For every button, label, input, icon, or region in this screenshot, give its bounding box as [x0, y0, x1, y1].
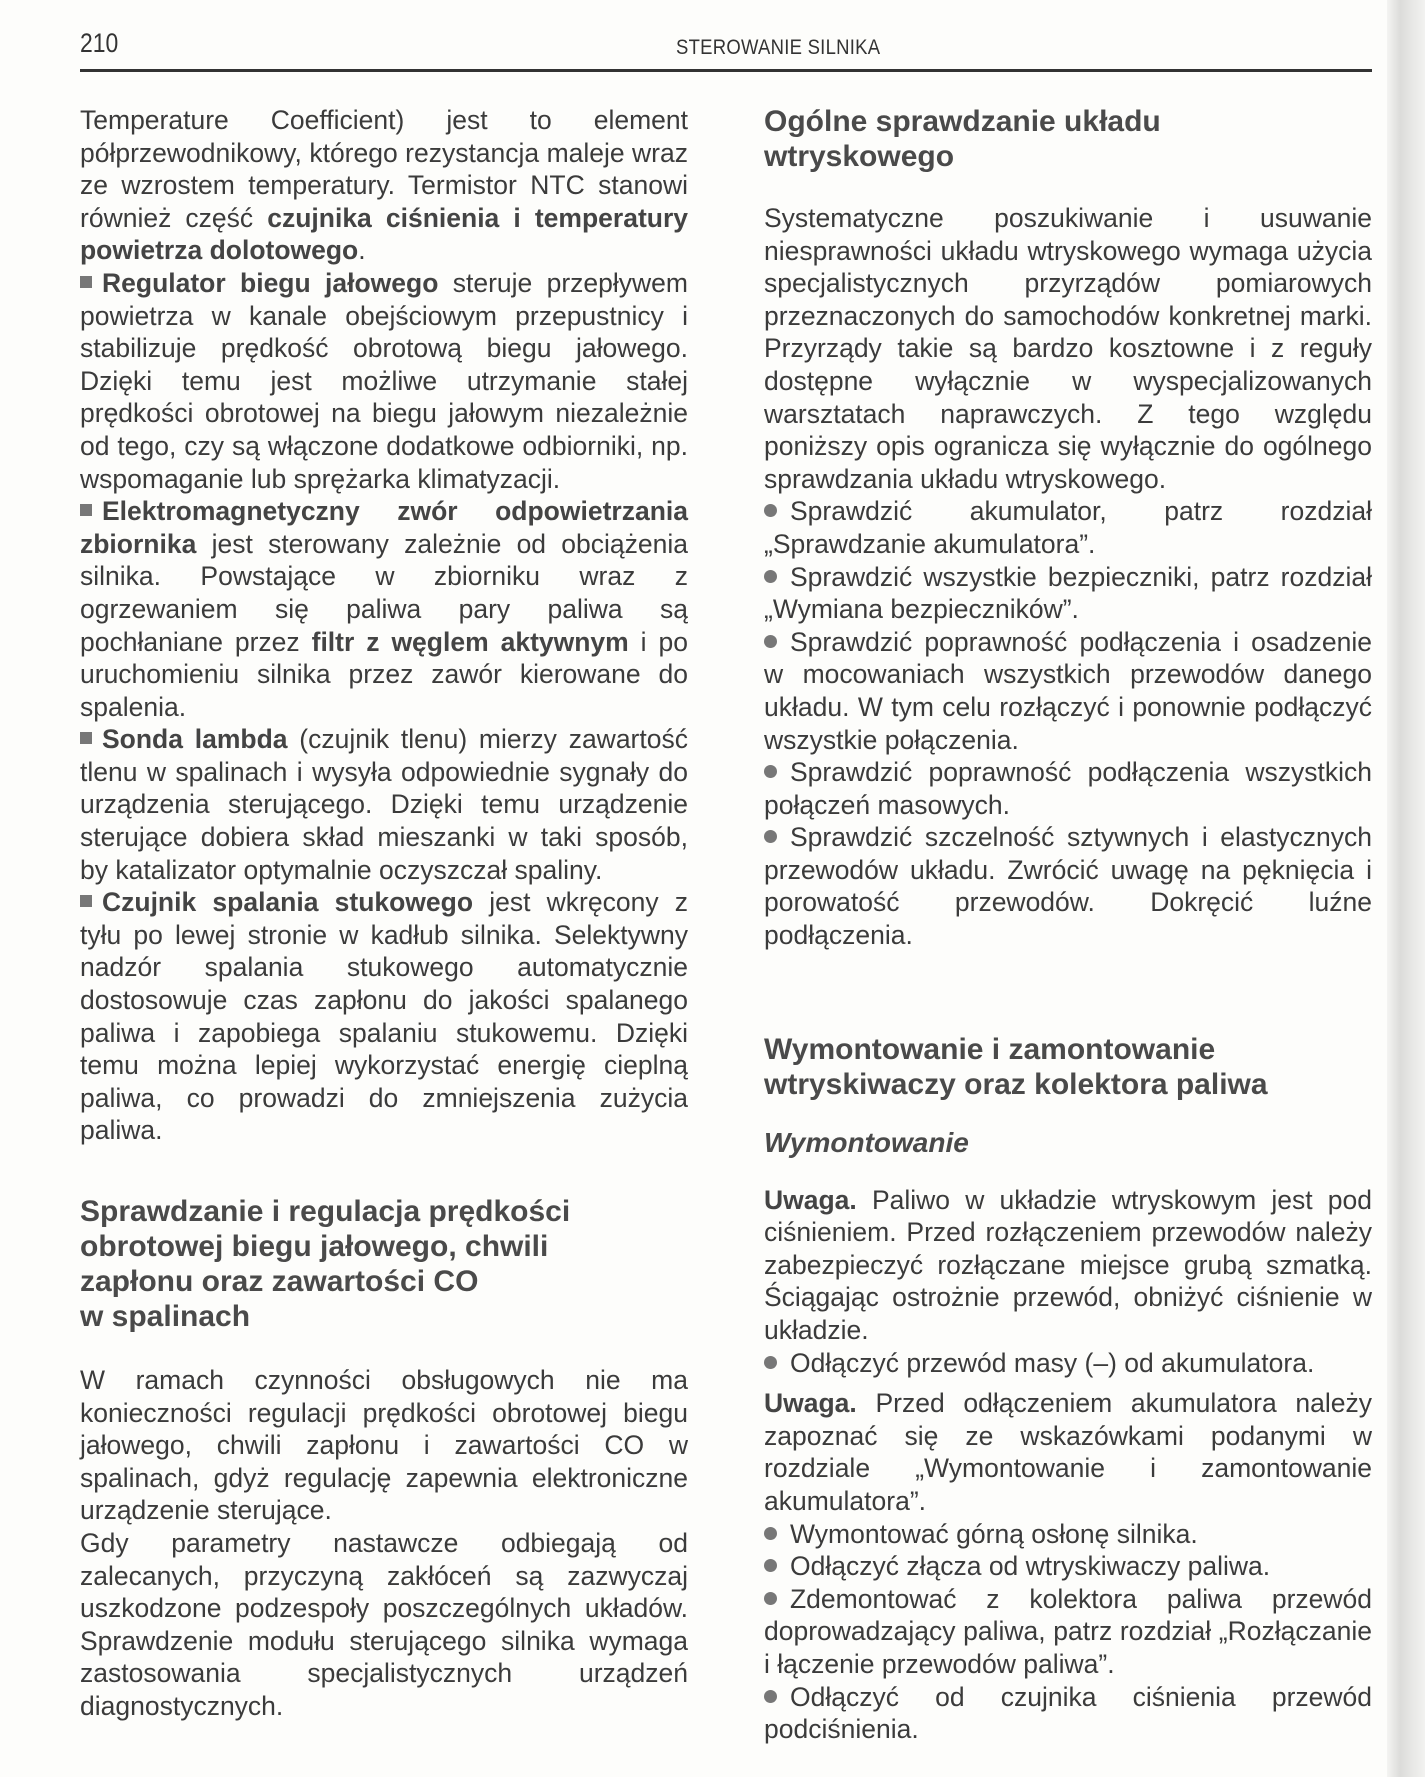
note-label: Uwaga. [764, 1184, 857, 1215]
component-item [80, 886, 688, 1147]
round-bullet-icon [764, 635, 777, 648]
component-term-secondary: filtr z węglem aktywnym [311, 626, 629, 657]
round-bullet-icon [764, 1592, 777, 1605]
heading-line: zapłonu oraz zawartości CO [80, 1265, 479, 1298]
component-description: (czujnik tlenu) mierzy zawartość tlenu w spalinach i wysyła odpowiednie sygnały do urządzenia sterującego. Dzięki temu urządzenie sterujące dobiera skład mieszanki w taki sposób, by katalizator optymalnie oczyszczał spaliny. [80, 724, 688, 885]
round-bullet-icon [764, 1559, 777, 1572]
right-column [764, 104, 1372, 1746]
page-number: 210 [80, 28, 119, 58]
page-header [80, 28, 1372, 72]
check-step-text: Sprawdzić poprawność podłączenia i osadzenie w mocowaniach wszystkich przewodów danego układu. W tym celu rozłączyć i ponownie podłączyć wszystkie połączenia. [764, 626, 1372, 755]
check-step [764, 756, 1372, 821]
component-description: jest sterowany zależnie od obciążenia silnika. Powstające w zbiorniku wraz z ogrzewaniem się paliwa pary paliwa są pochłaniane przez [80, 528, 688, 657]
intro-bold-term: czujnika ciśnienia i temperatury powietrza dolotowego [80, 202, 689, 266]
check-step-text: Sprawdzić akumulator, patrz rozdział „Sprawdzanie akumulatora”. [764, 496, 1372, 559]
check-step [764, 821, 1372, 951]
component-item [80, 723, 688, 886]
running-title: STEROWANIE SILNIKA [676, 36, 881, 59]
intro-text-end: . [358, 235, 366, 266]
intro-paragraph [80, 104, 688, 267]
intro-text: Temperature Coefficient) jest to element półprzewodnikowy, którego rezystancja maleje wraz ze wzrostem temperatury. Termistor NTC stanowi również część [80, 105, 688, 233]
section-paragraph: Systematyczne poszukiwanie i usuwanie niesprawności układu wtryskowego wymaga użycia specjalistycznych przyrządów pomiarowych przeznaczonych do samochodów konkretnej marki. Przyrządy takie są bardzo kosztowne i z reguły dostępne wyłącznie w wyspecjalizowanych warsztatach naprawczych. Z tego względu poniższy opis ogranicza się wyłącznie do ogólnego sprawdzania układu wtryskowego. [764, 203, 1372, 494]
round-bullet-icon [764, 570, 777, 583]
heading-line: wtryskowego [764, 140, 955, 173]
removal-step-text: Wymontować górną osłonę silnika. [790, 1518, 1198, 1549]
removal-step-text: Odłączyć złącza od wtryskiwaczy paliwa. [790, 1551, 1271, 1582]
section-heading-idle-check [80, 1194, 688, 1334]
component-term: Elektromagnetyczny zwór odpowietrzania zbiornika [80, 496, 688, 559]
removal-step [764, 1518, 1372, 1551]
heading-line: w spalinach [80, 1300, 251, 1333]
removal-step-text: Odłączyć od czujnika ciśnienia przewód podciśnienia. [764, 1681, 1372, 1745]
component-description-cont: i po uruchomieniu silnika przez zawór kierowane do spalenia. [80, 626, 688, 722]
section-paragraph: W ramach czynności obsługowych nie ma konieczności regulacji prędkości obrotowej biegu jałowego, chwili zapłonu i zawartości CO w spalinach, gdyż regulację zapewnia elektroniczne urządzenie sterujące. [80, 1365, 688, 1526]
round-bullet-icon [764, 765, 777, 778]
check-step-text: Sprawdzić szczelność sztywnych i elastycznych przewodów układu. Zwrócić uwagę na pęknięcia i porowatość przewodów. Dokręcić luźne podłączenia. [764, 822, 1372, 951]
round-bullet-icon [764, 504, 777, 517]
component-term: Sonda lambda [102, 724, 288, 755]
subheading-removal: Wymontowanie [764, 1126, 969, 1158]
heading-line: Sprawdzanie i regulacja prędkości [80, 1195, 571, 1228]
removal-step [764, 1681, 1372, 1746]
heading-line: Wymontowanie i zamontowanie [764, 1032, 1216, 1066]
page-gutter-shadow [1387, 0, 1425, 1777]
check-step [764, 626, 1372, 756]
removal-step-text: Zdemontować z kolektora paliwa przewód doprowadzający paliwa, patrz rozdział „Rozłączanie i łączenie przewodów paliwa”. [764, 1583, 1372, 1679]
square-bullet-icon [80, 895, 92, 907]
check-step-text: Sprawdzić wszystkie bezpieczniki, patrz rozdział „Wymiana bezpieczników”. [764, 561, 1372, 625]
check-step [764, 561, 1372, 626]
check-step [764, 495, 1372, 560]
round-bullet-icon [764, 1527, 777, 1540]
component-item [80, 495, 688, 723]
heading-line: wtryskiwaczy oraz kolektora paliwa [764, 1067, 1268, 1101]
square-bullet-icon [80, 732, 92, 744]
component-description: steruje przepływem powietrza w kanale obejściowym przepustnicy i stabilizuje prędkość obrotową biegu jałowego. Dzięki temu jest możliwe utrzymanie stałej prędkości obrotowej na biegu jałowym niezależnie od tego, czy są włączone dodatkowe odbiorniki, np. wspomaganie lub sprężarka klimatyzacji. [80, 267, 688, 494]
square-bullet-icon [80, 504, 92, 516]
left-column [80, 104, 688, 1723]
removal-step [764, 1347, 1372, 1380]
square-bullet-icon [80, 276, 92, 288]
section-heading-injector-removal [764, 1032, 1372, 1102]
component-item [80, 267, 688, 495]
round-bullet-icon [764, 1690, 777, 1703]
header-rule [80, 69, 1372, 72]
section-heading-injection-check [764, 104, 1372, 174]
component-term: Czujnik spalania stukowego [102, 887, 474, 918]
check-step-text: Sprawdzić poprawność podłączenia wszystkich połączeń masowych. [764, 757, 1372, 820]
component-term: Regulator biegu jałowego [102, 267, 439, 298]
component-description: jest wkręcony z tyłu po lewej stronie w kadłub silnika. Selektywny nadzór spalania stukowego automatycznie dostosowuje czas zapłonu do jakości spalanego paliwa i zapobiega spalaniu stukowemu. Dzięki temu można lepiej wykorzystać energię cieplną paliwa, co prowadzi do zmniejszenia zużycia paliwa. [80, 887, 688, 1146]
removal-step-text: Odłączyć przewód masy (–) od akumulatora. [790, 1347, 1315, 1378]
heading-line: obrotowej biegu jałowego, chwili [80, 1230, 549, 1263]
section-paragraph: Gdy parametry nastawcze odbiegają od zalecanych, przyczyną zakłóceń są zazwyczaj uszkodzone podzespoły poszczególnych układów. Sprawdzenie modułu sterującego silnika wymaga zastosowania specjalistycznych urządzeń diagnostycznych. [80, 1527, 688, 1721]
warning-note [764, 1184, 1372, 1347]
heading-line: Ogólne sprawdzanie układu [764, 105, 1161, 138]
round-bullet-icon [764, 830, 777, 843]
removal-step [764, 1583, 1372, 1681]
note-text: Przed odłączeniem akumulatora należy zapoznać się ze wskazówkami podanymi w rozdziale „Wymontowanie i zamontowanie akumulatora”. [764, 1388, 1372, 1516]
warning-note [764, 1387, 1372, 1517]
round-bullet-icon [764, 1356, 777, 1369]
note-text: Paliwo w układzie wtryskowym jest pod ciśnieniem. Przed rozłączeniem przewodów należy zabezpieczyć rozłączane miejsce grubą szmatką. Ściągając ostrożnie przewód, obniżyć ciśnienie w układzie. [764, 1184, 1372, 1346]
removal-step [764, 1550, 1372, 1583]
note-label: Uwaga. [764, 1388, 857, 1419]
